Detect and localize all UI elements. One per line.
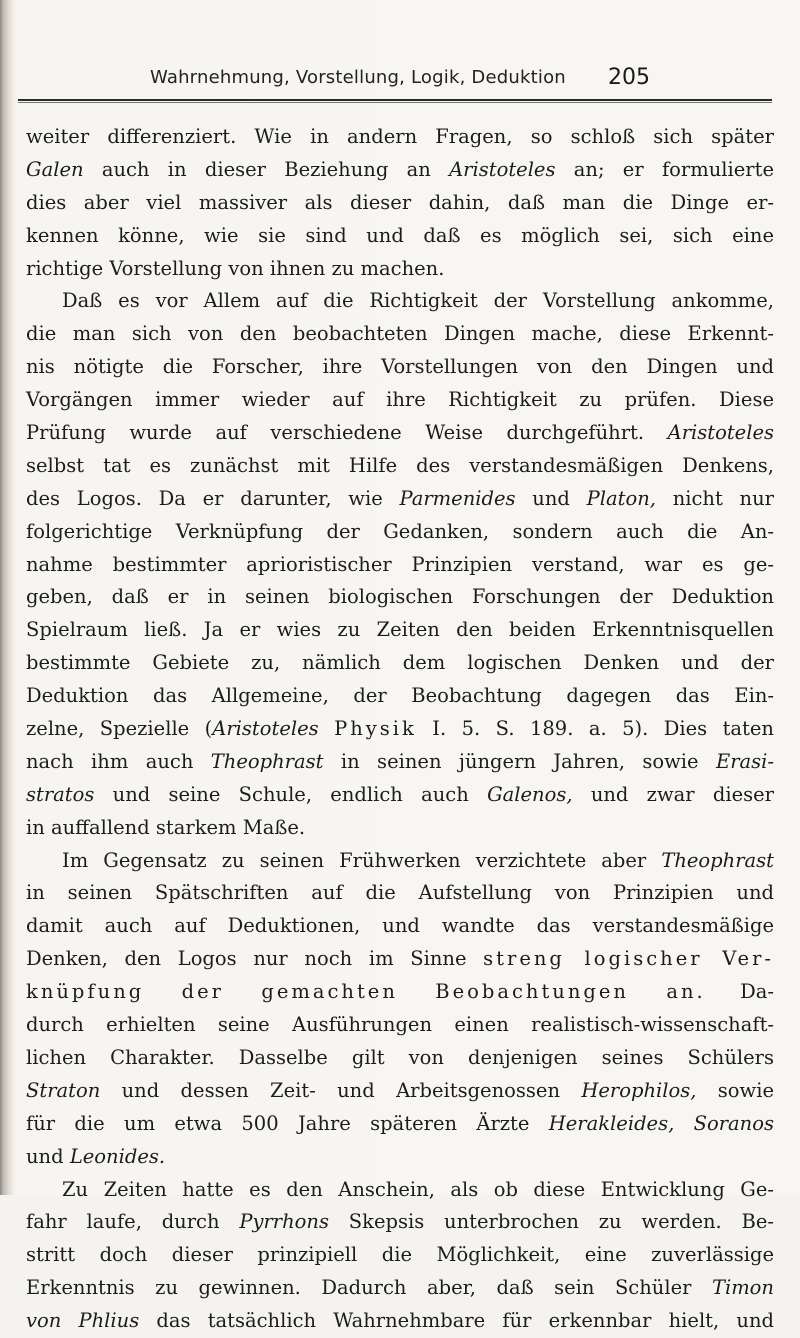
text-segment: lichen Charakter. Dasselbe gilt von denjenigen seines Schülers bbox=[26, 1045, 774, 1069]
text-line bbox=[26, 1141, 774, 1174]
text-line bbox=[26, 450, 774, 483]
text-segment: in auffallend starkem Maße. bbox=[26, 815, 306, 839]
italic-name: Platon, bbox=[586, 486, 656, 510]
emphasis-spaced: knüpfung der gemachten Beobachtungen an. bbox=[26, 980, 706, 1004]
text-segment: für die um etwa 500 Jahre späteren Ärzte bbox=[26, 1111, 549, 1135]
text-line bbox=[26, 1009, 774, 1042]
text-line bbox=[26, 351, 774, 384]
text-segment bbox=[319, 717, 334, 740]
text-line bbox=[26, 910, 774, 943]
text-segment: auch in dieser Beziehung an bbox=[83, 157, 450, 181]
text-segment: Denken, den Logos nur noch im Sinne bbox=[26, 947, 484, 971]
italic-name: Aristoteles bbox=[212, 717, 319, 741]
text-line bbox=[26, 187, 774, 220]
header-rule bbox=[18, 99, 772, 101]
text-line bbox=[26, 417, 774, 450]
text-segment: und zwar dieser bbox=[572, 782, 774, 806]
text-segment: die man sich von den beobachteten Dingen mache, diese Erkennt- bbox=[26, 322, 774, 346]
text-line bbox=[26, 943, 774, 976]
text-segment: durch erhielten seine Ausführungen einen realistisch-wissenschaft- bbox=[26, 1013, 774, 1037]
text-segment: und bbox=[26, 1144, 70, 1168]
text-segment: Deduktion das Allgemeine, der Beobachtung dagegen das Ein- bbox=[26, 684, 774, 708]
text-segment: dies aber viel massiver als dieser dahin, daß man die Dinge er- bbox=[26, 190, 774, 214]
text-segment: nach ihm auch bbox=[26, 749, 211, 773]
text-line bbox=[26, 220, 774, 253]
text-segment: Da- bbox=[705, 980, 774, 1004]
text-segment: in seinen Spätschriften auf die Aufstellung von Prinzipien und bbox=[26, 881, 774, 905]
text-segment: geben, daß er in seinen biologischen Forschungen der Deduktion bbox=[26, 585, 774, 609]
text-segment: bestimmte Gebiete zu, nämlich dem logischen Denken und der bbox=[26, 651, 774, 675]
page-header bbox=[150, 67, 650, 103]
text-segment: kennen könne, wie sie sind und daß es möglich sei, sich eine bbox=[26, 223, 774, 247]
body-text bbox=[26, 121, 774, 1338]
italic-name: Leonides. bbox=[69, 1144, 166, 1168]
text-segment: Im Gegensatz zu seinen Frühwerken verzichtete aber bbox=[62, 848, 662, 872]
text-segment: sowie bbox=[696, 1078, 774, 1102]
italic-name: Galenos, bbox=[487, 782, 573, 806]
text-line bbox=[26, 581, 774, 614]
text-line bbox=[26, 614, 774, 647]
text-line bbox=[26, 877, 774, 910]
text-line bbox=[26, 318, 774, 351]
italic-name: Galen bbox=[26, 157, 84, 181]
text-line bbox=[26, 746, 774, 779]
text-line bbox=[26, 812, 774, 845]
text-segment: Skepsis unterbrochen zu werden. Be- bbox=[329, 1210, 774, 1234]
italic-name: Theophrast bbox=[661, 848, 774, 872]
text-segment: Vorgängen immer wieder auf ihre Richtigkeit zu prüfen. Diese bbox=[26, 388, 774, 412]
italic-name: Herophilos, bbox=[581, 1078, 697, 1102]
text-segment: Daß es vor Allem auf die Richtigkeit der Vorstellung ankomme, bbox=[62, 289, 774, 313]
text-segment: an; er formulierte bbox=[555, 157, 774, 181]
text-line bbox=[26, 1075, 774, 1108]
text-segment: des Logos. Da er darunter, wie bbox=[26, 486, 400, 510]
italic-name: stratos bbox=[26, 782, 95, 806]
text-segment: fahr laufe, durch bbox=[26, 1210, 240, 1234]
text-line bbox=[26, 680, 774, 713]
italic-name: Herakleides, Soranos bbox=[548, 1111, 774, 1135]
running-head: Wahrnehmung, Vorstellung, Logik, Deduktion bbox=[150, 67, 566, 88]
text-segment: Prüfung wurde auf verschiedene Weise durchgeführt. bbox=[26, 421, 668, 445]
text-segment: stritt doch dieser prinzipiell die Möglichkeit, eine zuverlässige bbox=[26, 1243, 774, 1267]
text-segment: in seinen jüngern Jahren, sowie bbox=[323, 749, 716, 773]
text-line bbox=[26, 779, 774, 812]
header-rule-thin bbox=[18, 102, 772, 103]
emphasis-spaced: Physik bbox=[334, 717, 417, 741]
text-segment: selbst tat es zunächst mit Hilfe des verstandesmäßigen Denkens, bbox=[26, 453, 774, 477]
text-line bbox=[26, 1206, 774, 1239]
text-line bbox=[26, 647, 774, 680]
text-segment: nis nötigte die Forscher, ihre Vorstellungen von den Dingen und bbox=[26, 355, 774, 379]
text-segment: nicht nur bbox=[655, 486, 775, 510]
text-line bbox=[26, 1042, 774, 1075]
text-line bbox=[26, 285, 774, 318]
text-segment: folgerichtige Verknüpfung der Gedanken, sondern auch die An- bbox=[26, 519, 774, 543]
italic-name: Erasi- bbox=[715, 749, 774, 773]
italic-name: Theophrast bbox=[210, 749, 324, 773]
text-line bbox=[26, 713, 774, 746]
text-line bbox=[26, 384, 774, 417]
text-line bbox=[26, 1305, 774, 1338]
italic-name: von Phlius bbox=[26, 1309, 140, 1333]
text-segment: Erkenntnis zu gewinnen. Dadurch aber, daß sein Schüler bbox=[26, 1276, 712, 1300]
text-line bbox=[26, 976, 774, 1009]
text-line bbox=[26, 483, 774, 516]
italic-name: Aristoteles bbox=[449, 157, 556, 181]
text-line bbox=[26, 1174, 774, 1207]
text-line bbox=[26, 845, 774, 878]
emphasis-spaced: streng logischer Ver- bbox=[483, 947, 775, 971]
text-segment: und dessen Zeit- und Arbeitsgenossen bbox=[100, 1078, 582, 1102]
text-segment: I. 5. S. 189. a. 5). Dies taten bbox=[416, 717, 774, 741]
italic-name: Straton bbox=[26, 1078, 101, 1102]
italic-name: Timon bbox=[711, 1276, 774, 1300]
text-segment: das tatsächlich Wahrnehmbare für erkennbar hielt, und bbox=[139, 1309, 774, 1333]
italic-name: Pyrrhons bbox=[239, 1210, 329, 1234]
text-segment: Spielraum ließ. Ja er wies zu Zeiten den beiden Erkenntnisquellen bbox=[26, 618, 774, 642]
text-segment: nahme bestimmter aprioristischer Prinzipien verstand, war es ge- bbox=[26, 552, 774, 576]
text-line bbox=[26, 1239, 774, 1272]
italic-name: Parmenides bbox=[399, 486, 516, 510]
text-segment: richtige Vorstellung von ihnen zu machen. bbox=[26, 256, 445, 280]
italic-name: Aristoteles bbox=[667, 421, 774, 445]
text-line bbox=[26, 253, 774, 286]
text-segment: damit auch auf Deduktionen, und wandte das verstandesmäßige bbox=[26, 914, 774, 938]
text-line bbox=[26, 516, 774, 549]
text-line bbox=[26, 549, 774, 582]
page-number: 205 bbox=[608, 65, 650, 90]
text-line bbox=[26, 1108, 774, 1141]
text-line bbox=[26, 154, 774, 187]
text-line bbox=[26, 121, 774, 154]
page-gutter bbox=[0, 0, 14, 1195]
text-line bbox=[26, 1272, 774, 1305]
text-segment: und seine Schule, endlich auch bbox=[94, 782, 488, 806]
text-segment: zelne, Spezielle ( bbox=[26, 717, 213, 741]
text-segment: weiter differenziert. Wie in andern Fragen, so schloß sich später bbox=[26, 125, 774, 148]
text-segment: und bbox=[515, 486, 587, 510]
text-segment: Zu Zeiten hatte es den Anschein, als ob diese Entwicklung Ge- bbox=[62, 1177, 774, 1201]
